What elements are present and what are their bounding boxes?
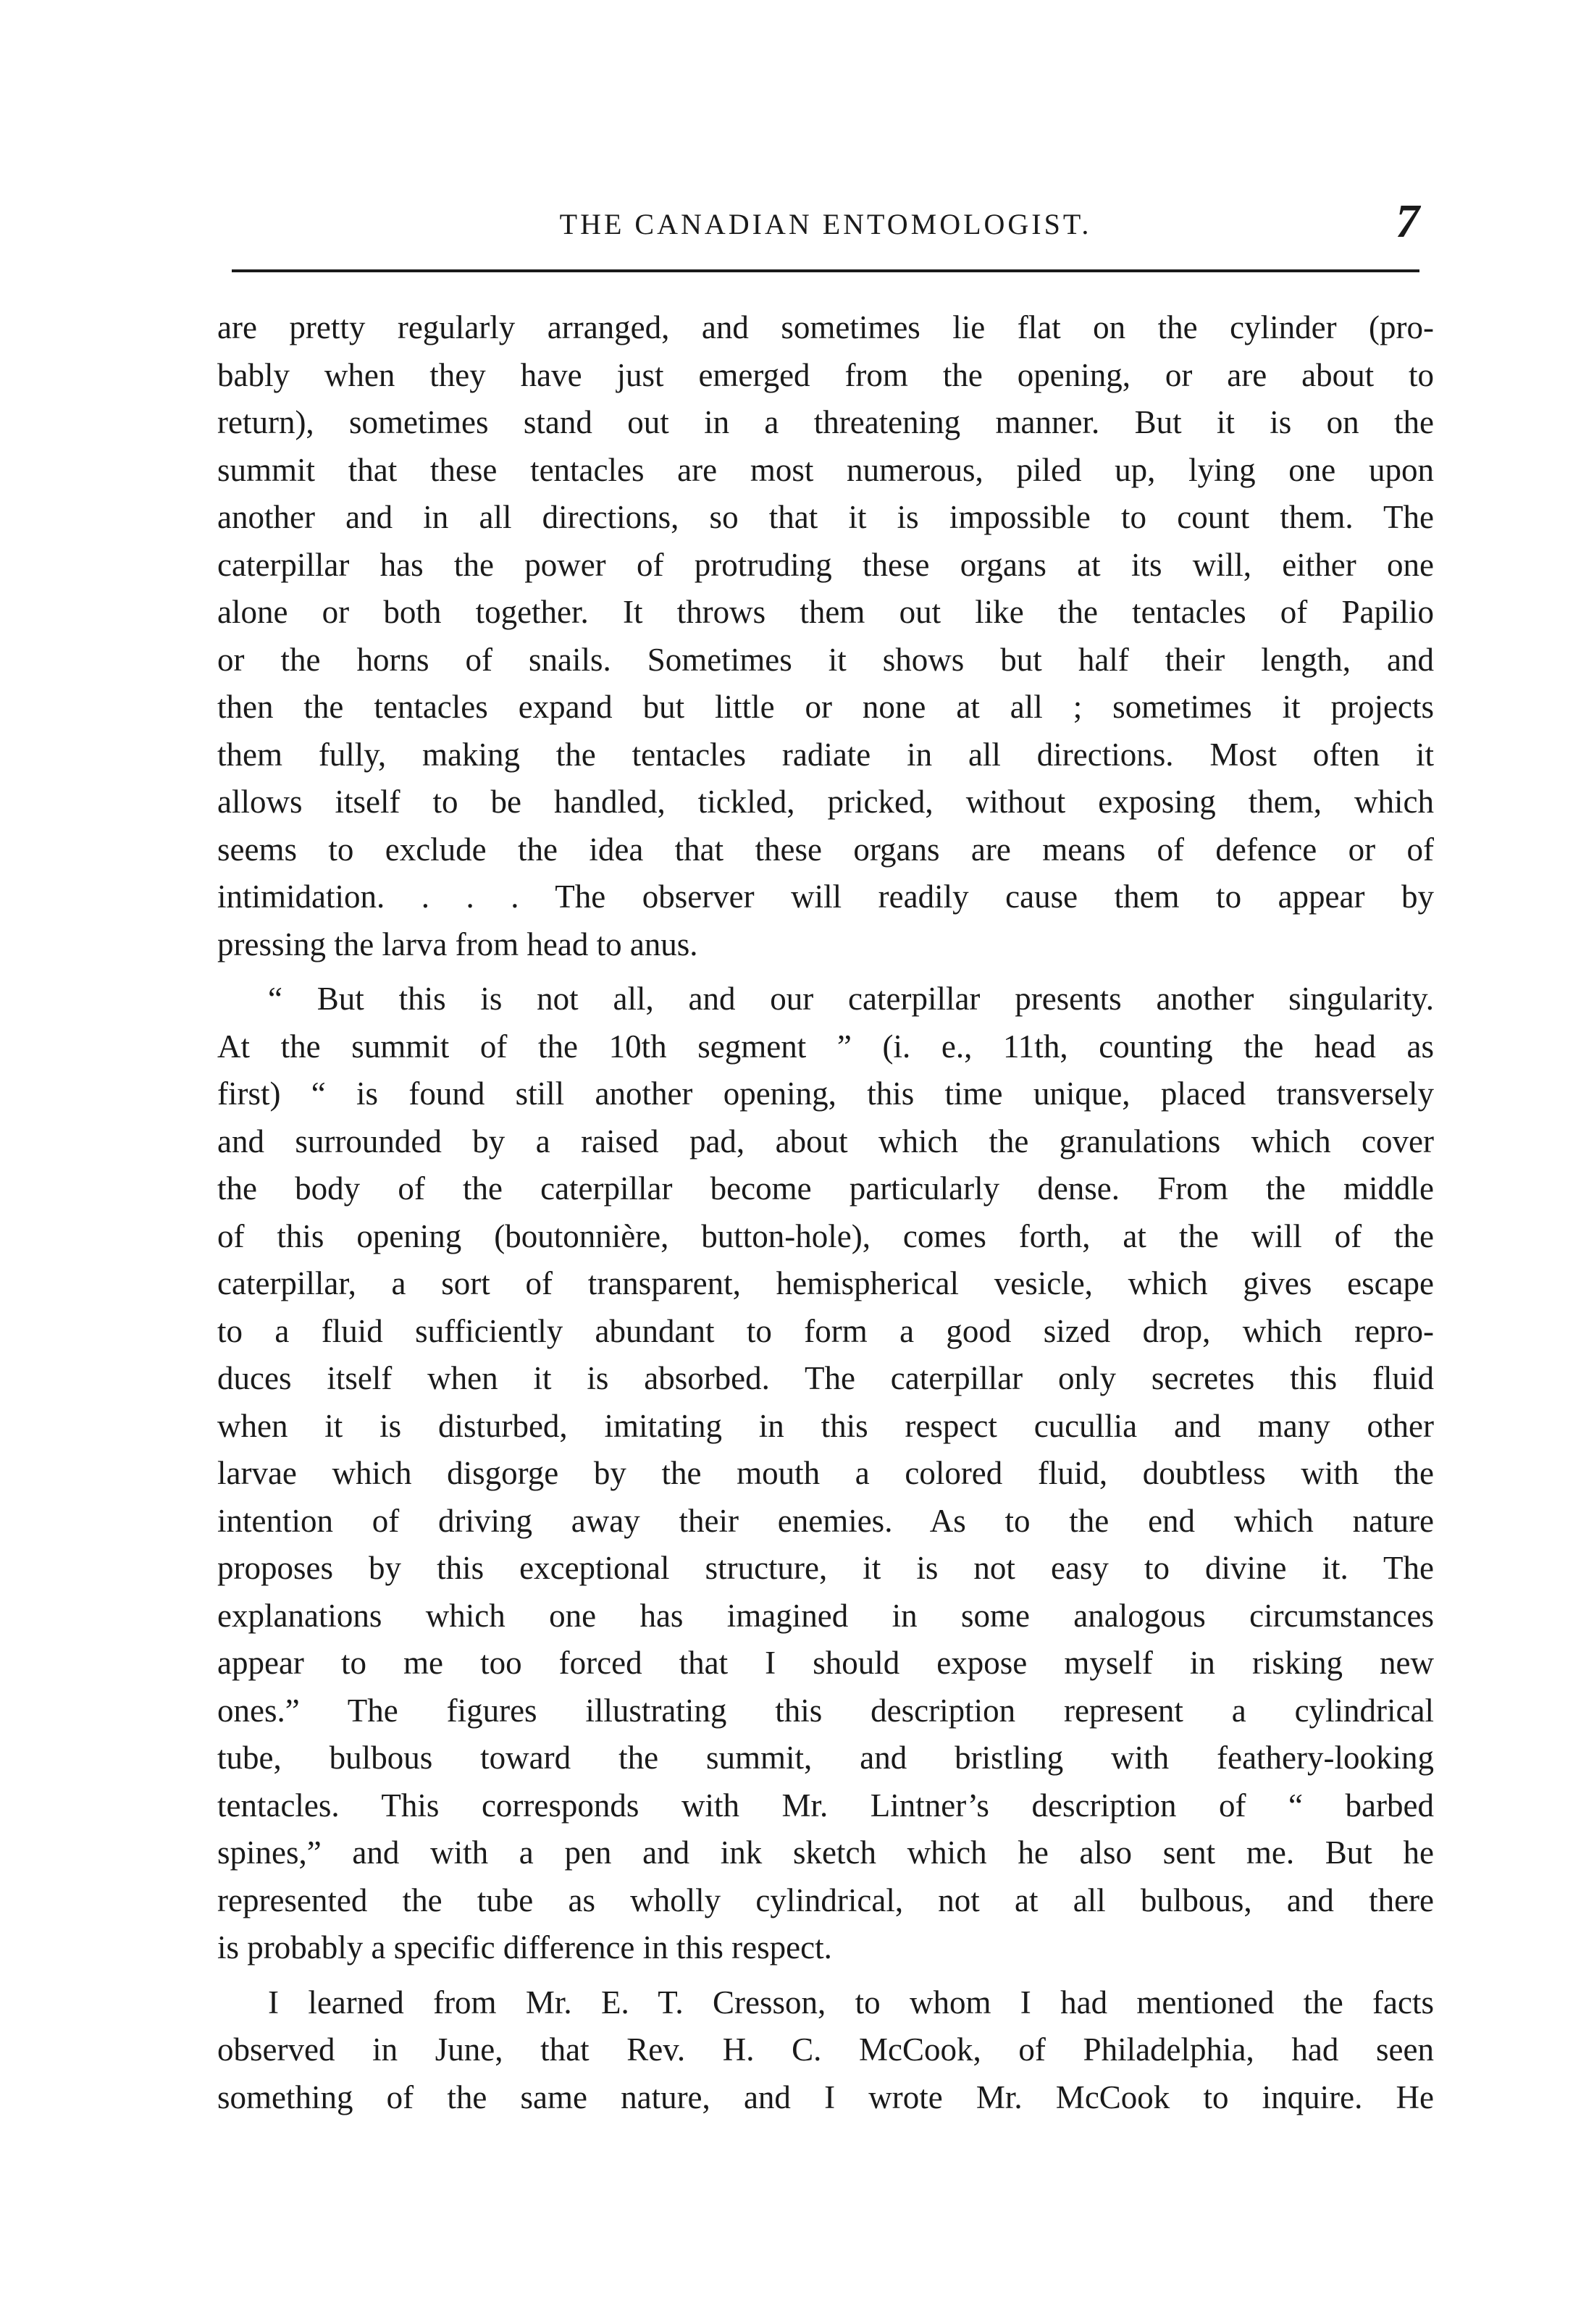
- text-line: or the horns of snails. Sometimes it shows but half their length, and: [217, 641, 1434, 678]
- text-line: something of the same nature, and I wrote Mr. McCook to inquire. He: [217, 2078, 1434, 2115]
- text-line: another and in all directions, so that it is impossible to count them. The: [217, 499, 1434, 535]
- text-line: duces itself when it is absorbed. The caterpillar only secretes this fluid: [217, 1360, 1434, 1396]
- paragraph: [217, 304, 1434, 968]
- text-line: and surrounded by a raised pad, about which the granulations which cover: [217, 1123, 1434, 1159]
- text-line: caterpillar, a sort of transparent, hemispherical vesicle, which gives escape: [217, 1265, 1434, 1301]
- text-line: alone or both together. It throws them out like the tentacles of Papilio: [217, 594, 1434, 630]
- text-line: are pretty regularly arranged, and sometimes lie flat on the cylinder (pro-: [217, 309, 1434, 345]
- document-page: [217, 0, 1434, 2324]
- text-line: first) “ is found still another opening, this time unique, placed transversely: [217, 1075, 1434, 1112]
- text-line: of this opening (boutonnière, button-hole), comes forth, at the will of the: [217, 1217, 1434, 1254]
- text-line: ones.” The figures illustrating this description represent a cylindrical: [217, 1692, 1434, 1729]
- text-line: larvae which disgorge by the mouth a colored fluid, doubtless with the: [217, 1455, 1434, 1491]
- text-line: seems to exclude the idea that these organs are means of defence or of: [217, 831, 1434, 868]
- text-line: represented the tube as wholly cylindrical, not at all bulbous, and there: [217, 1882, 1434, 1918]
- text-line: the body of the caterpillar become particularly dense. From the middle: [217, 1170, 1434, 1207]
- text-line: return), sometimes stand out in a threatening manner. But it is on the: [217, 404, 1434, 440]
- text-line: allows itself to be handled, tickled, pricked, without exposing them, which: [217, 784, 1434, 820]
- text-line: intention of driving away their enemies. As to the end which nature: [217, 1502, 1434, 1539]
- text-line: then the tentacles expand but little or none at all ; sometimes it projects: [217, 689, 1434, 725]
- header-rule: [232, 269, 1419, 272]
- text-line: tentacles. This corresponds with Mr. Lintner’s description of “ barbed: [217, 1787, 1434, 1824]
- text-line: caterpillar has the power of protruding these organs at its will, either one: [217, 546, 1434, 583]
- text-line: to a fluid sufficiently abundant to form a good sized drop, which repro-: [217, 1312, 1434, 1349]
- running-title: THE CANADIAN ENTOMOLOGIST.: [559, 208, 1092, 240]
- text-line: when it is disturbed, imitating in this respect cucullia and many other: [217, 1407, 1434, 1444]
- text-line: bably when they have just emerged from the opening, or are about to: [217, 356, 1434, 393]
- text-line: “ But this is not all, and our caterpillar presents another singularity.: [268, 981, 1434, 1017]
- text-line: tube, bulbous toward the summit, and bristling with feathery-looking: [217, 1740, 1434, 1776]
- text-line: them fully, making the tentacles radiate in all directions. Most often it: [217, 736, 1434, 773]
- text-line: spines,” and with a pen and ink sketch which he also sent me. But he: [217, 1834, 1434, 1871]
- text-line: observed in June, that Rev. H. C. McCook, of Philadelphia, had seen: [217, 2031, 1434, 2068]
- text-line: explanations which one has imagined in some analogous circumstances: [217, 1597, 1434, 1634]
- paragraph: [217, 1979, 1434, 2122]
- text-line: intimidation. . . . The observer will readily cause them to appear by: [217, 878, 1434, 915]
- text-line: At the summit of the 10th segment ” (i. e., 11th, counting the head as: [217, 1028, 1434, 1065]
- paragraph: [217, 976, 1434, 1972]
- page-header: [232, 194, 1419, 248]
- text-line: is probably a specific difference in this respect.: [217, 1929, 832, 1966]
- text-line: proposes by this exceptional structure, it is not easy to divine it. The: [217, 1550, 1434, 1586]
- text-line: summit that these tentacles are most numerous, piled up, lying one upon: [217, 451, 1434, 488]
- page-number: 7: [1396, 195, 1419, 248]
- body-text: [217, 304, 1434, 2121]
- text-line: pressing the larva from head to anus.: [217, 926, 698, 962]
- text-line: I learned from Mr. E. T. Cresson, to whom I had mentioned the facts: [268, 1984, 1434, 2021]
- text-line: appear to me too forced that I should expose myself in risking new: [217, 1645, 1434, 1681]
